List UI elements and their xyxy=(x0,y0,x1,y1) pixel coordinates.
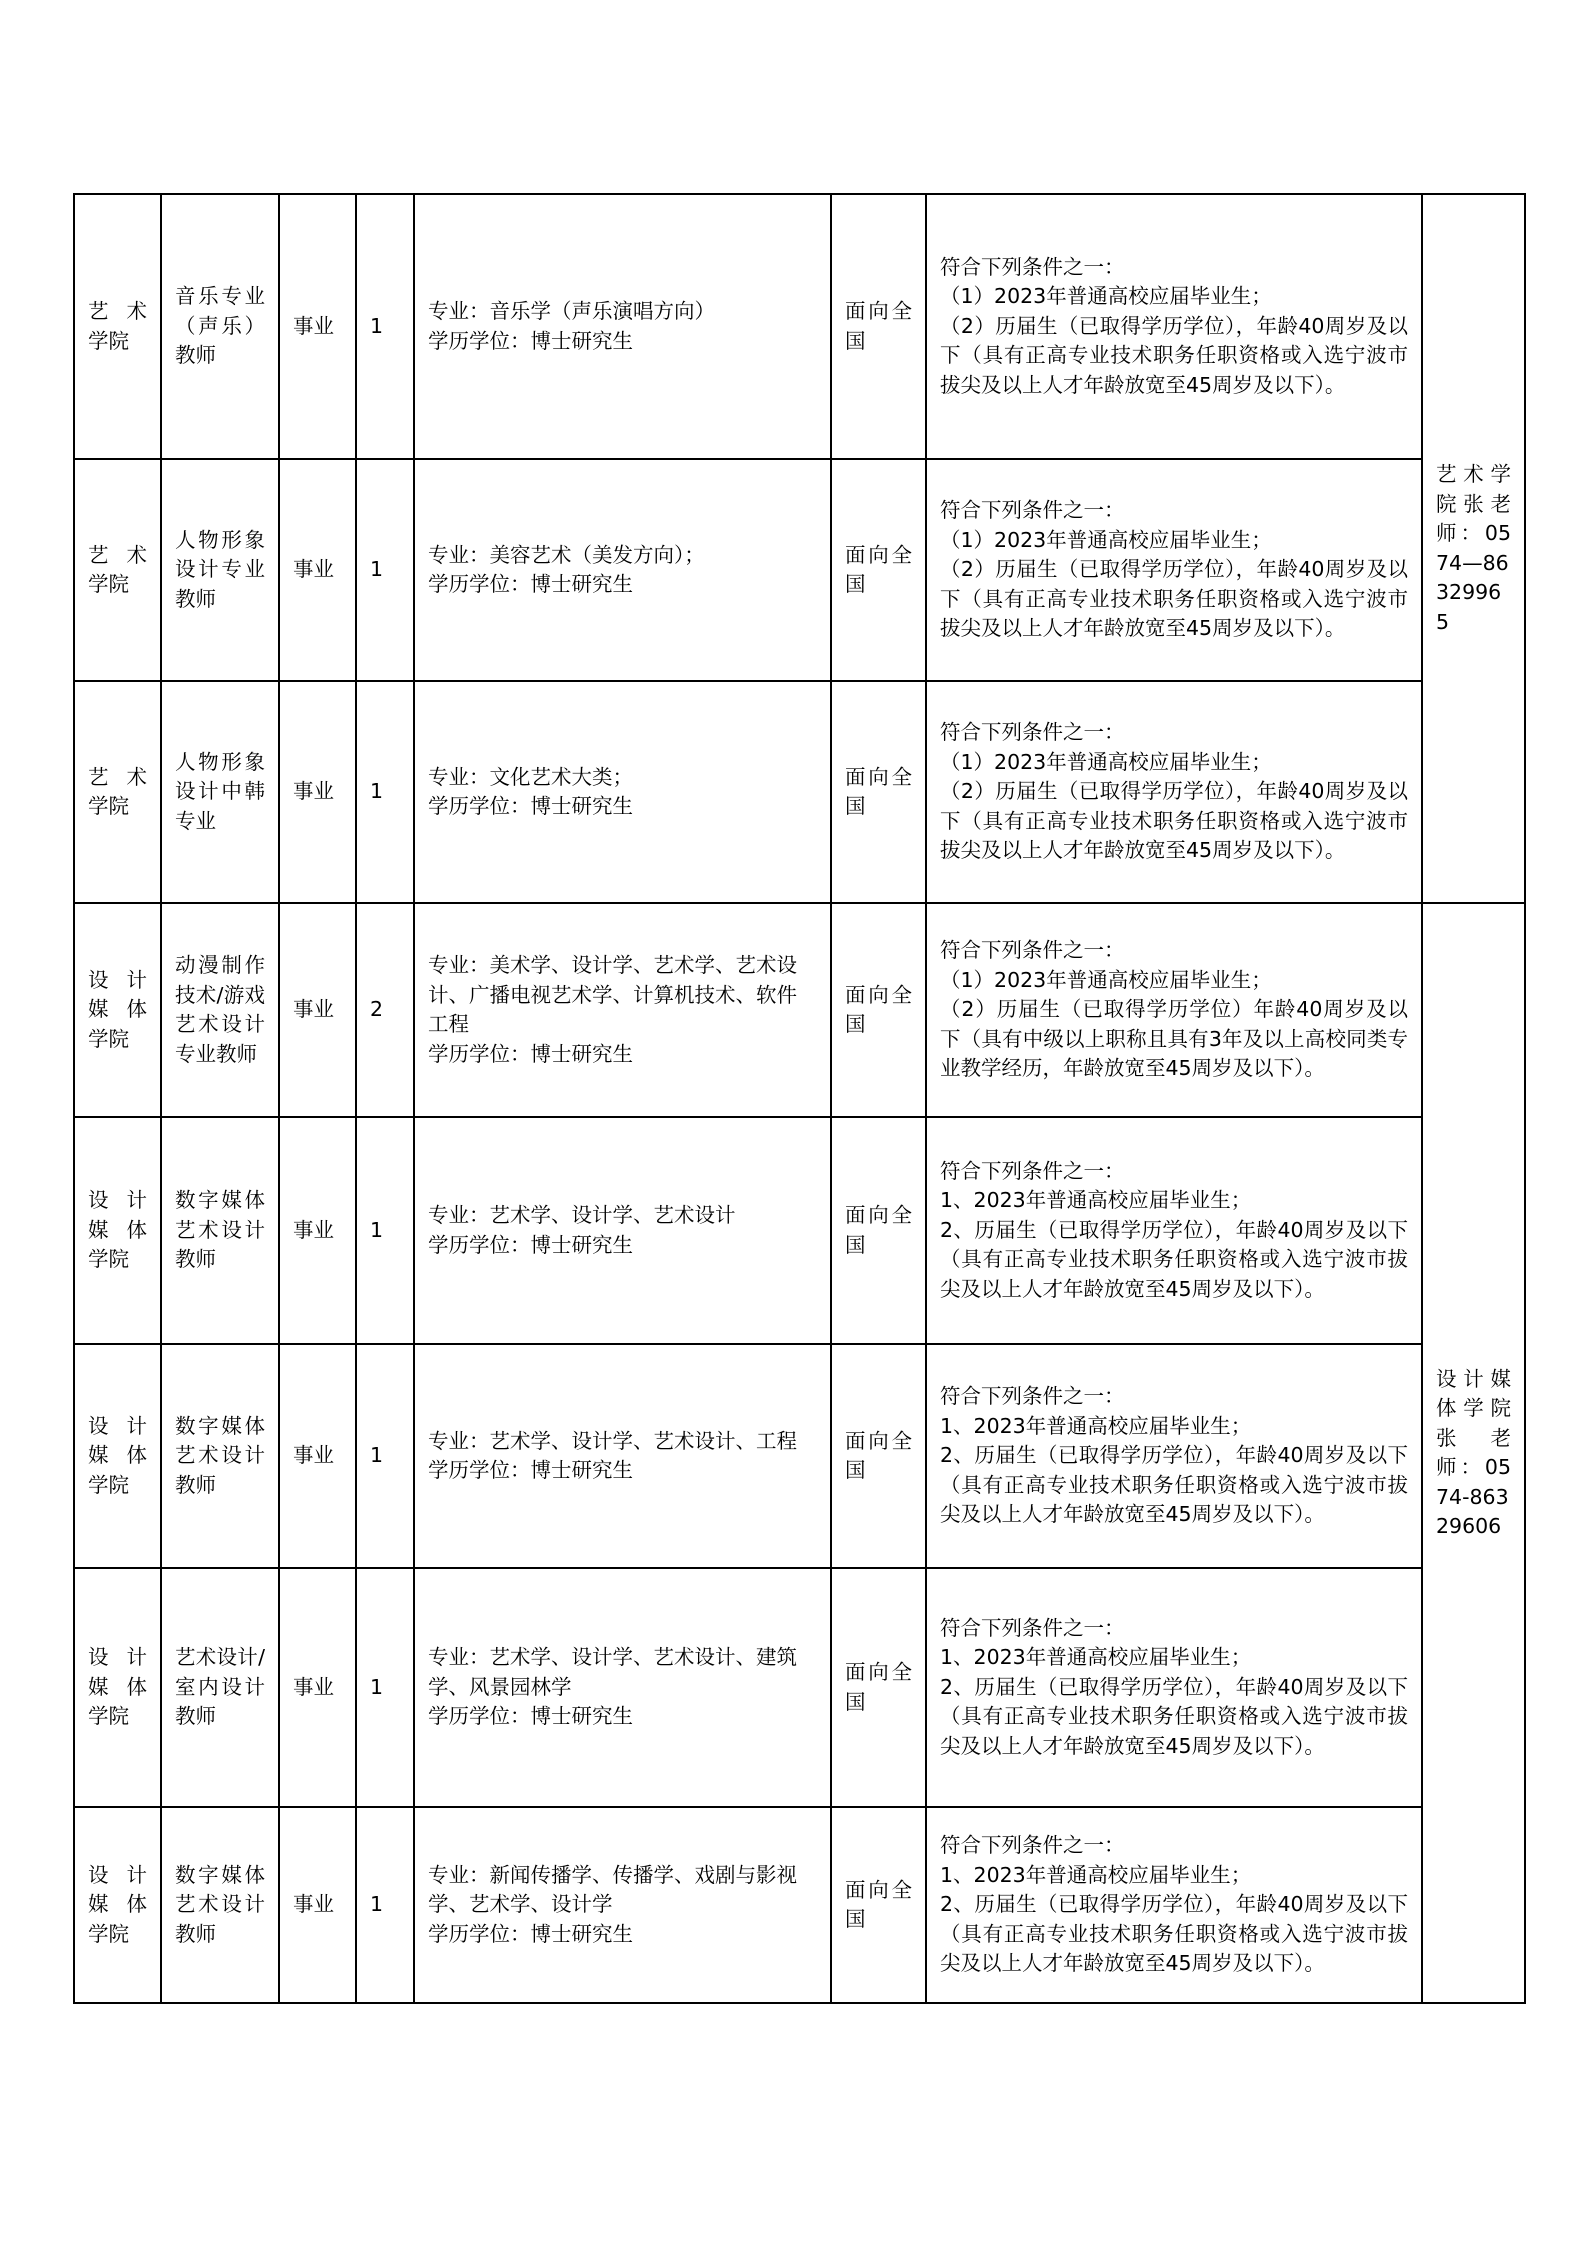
table-row xyxy=(74,903,1525,1117)
major-cell: 专业：新闻传播学、传播学、戏剧与影视学、艺术学、设计学 学历学位：博士研究生 xyxy=(414,1807,831,2003)
contact-cell: 艺术学院张老师：0574—86329965 xyxy=(1422,194,1525,903)
college-cell: 设计媒体学院 xyxy=(74,903,161,1117)
table-row xyxy=(74,1344,1525,1568)
post-cell: 艺术设计/室内设计教师 xyxy=(161,1568,279,1807)
requirements-cell: 符合下列条件之一： 1、2023年普通高校应届毕业生； 2、历届生（已取得学历学位），年龄40周岁及以下（具有正高专业技术职务任职资格或入选宁波市拔尖及以上人才年龄放宽至45周岁及以下）。 xyxy=(926,1568,1422,1807)
type-cell: 事业 xyxy=(279,1117,356,1344)
college-cell: 设计媒体学院 xyxy=(74,1568,161,1807)
recruitment-table xyxy=(73,193,1526,2004)
table-row xyxy=(74,1807,1525,2003)
college-cell: 艺术学院 xyxy=(74,194,161,459)
college-cell: 艺术学院 xyxy=(74,681,161,903)
requirements-cell: 符合下列条件之一： （1）2023年普通高校应届毕业生； （2）历届生（已取得学历学位）年龄40周岁及以下（具有中级以上职称且具有3年及以上高校同类专业教学经历，年龄放宽至45周岁及以下）。 xyxy=(926,903,1422,1117)
post-cell: 动漫制作技术/游戏艺术设计专业教师 xyxy=(161,903,279,1117)
count-cell: 1 xyxy=(356,1807,414,2003)
post-cell: 人物形象设计中韩专业 xyxy=(161,681,279,903)
requirements-cell: 符合下列条件之一： 1、2023年普通高校应届毕业生； 2、历届生（已取得学历学位），年龄40周岁及以下（具有正高专业技术职务任职资格或入选宁波市拔尖及以上人才年龄放宽至45周岁及以下）。 xyxy=(926,1344,1422,1568)
count-cell: 1 xyxy=(356,1568,414,1807)
post-cell: 数字媒体艺术设计教师 xyxy=(161,1807,279,2003)
post-cell: 人物形象设计专业教师 xyxy=(161,459,279,681)
scope-cell: 面向全国 xyxy=(831,681,926,903)
type-cell: 事业 xyxy=(279,1344,356,1568)
type-cell: 事业 xyxy=(279,903,356,1117)
scope-cell: 面向全国 xyxy=(831,1344,926,1568)
college-cell: 设计媒体学院 xyxy=(74,1117,161,1344)
major-cell: 专业：艺术学、设计学、艺术设计 学历学位：博士研究生 xyxy=(414,1117,831,1344)
count-cell: 1 xyxy=(356,681,414,903)
count-cell: 1 xyxy=(356,1344,414,1568)
table-row xyxy=(74,1117,1525,1344)
table-row xyxy=(74,194,1525,459)
major-cell: 专业：美容艺术（美发方向）； 学历学位：博士研究生 xyxy=(414,459,831,681)
type-cell: 事业 xyxy=(279,459,356,681)
major-cell: 专业：艺术学、设计学、艺术设计、工程 学历学位：博士研究生 xyxy=(414,1344,831,1568)
count-cell: 1 xyxy=(356,459,414,681)
post-cell: 音乐专业（声乐）教师 xyxy=(161,194,279,459)
post-cell: 数字媒体艺术设计教师 xyxy=(161,1344,279,1568)
table-row xyxy=(74,681,1525,903)
type-cell: 事业 xyxy=(279,194,356,459)
requirements-cell: 符合下列条件之一： （1）2023年普通高校应届毕业生； （2）历届生（已取得学历学位），年龄40周岁及以下（具有正高专业技术职务任职资格或入选宁波市拔尖及以上人才年龄放宽至45周岁及以下）。 xyxy=(926,194,1422,459)
type-cell: 事业 xyxy=(279,1807,356,2003)
scope-cell: 面向全国 xyxy=(831,903,926,1117)
college-cell: 艺术学院 xyxy=(74,459,161,681)
major-cell: 专业：艺术学、设计学、艺术设计、建筑学、风景园林学 学历学位：博士研究生 xyxy=(414,1568,831,1807)
requirements-cell: 符合下列条件之一： 1、2023年普通高校应届毕业生； 2、历届生（已取得学历学位），年龄40周岁及以下（具有正高专业技术职务任职资格或入选宁波市拔尖及以上人才年龄放宽至45周岁及以下）。 xyxy=(926,1117,1422,1344)
scope-cell: 面向全国 xyxy=(831,459,926,681)
requirements-cell: 符合下列条件之一： （1）2023年普通高校应届毕业生； （2）历届生（已取得学历学位），年龄40周岁及以下（具有正高专业技术职务任职资格或入选宁波市拔尖及以上人才年龄放宽至45周岁及以下）。 xyxy=(926,459,1422,681)
college-cell: 设计媒体学院 xyxy=(74,1807,161,2003)
post-cell: 数字媒体艺术设计教师 xyxy=(161,1117,279,1344)
major-cell: 专业：文化艺术大类； 学历学位：博士研究生 xyxy=(414,681,831,903)
count-cell: 1 xyxy=(356,194,414,459)
table-row xyxy=(74,1568,1525,1807)
college-cell: 设计媒体学院 xyxy=(74,1344,161,1568)
scope-cell: 面向全国 xyxy=(831,1807,926,2003)
requirements-cell: 符合下列条件之一： （1）2023年普通高校应届毕业生； （2）历届生（已取得学历学位），年龄40周岁及以下（具有正高专业技术职务任职资格或入选宁波市拔尖及以上人才年龄放宽至45周岁及以下）。 xyxy=(926,681,1422,903)
major-cell: 专业：美术学、设计学、艺术学、艺术设计、广播电视艺术学、计算机技术、软件工程 学历学位：博士研究生 xyxy=(414,903,831,1117)
scope-cell: 面向全国 xyxy=(831,194,926,459)
type-cell: 事业 xyxy=(279,1568,356,1807)
count-cell: 2 xyxy=(356,903,414,1117)
table-row xyxy=(74,459,1525,681)
scope-cell: 面向全国 xyxy=(831,1568,926,1807)
count-cell: 1 xyxy=(356,1117,414,1344)
type-cell: 事业 xyxy=(279,681,356,903)
requirements-cell: 符合下列条件之一： 1、2023年普通高校应届毕业生； 2、历届生（已取得学历学位），年龄40周岁及以下（具有正高专业技术职务任职资格或入选宁波市拔尖及以上人才年龄放宽至45周岁及以下）。 xyxy=(926,1807,1422,2003)
scope-cell: 面向全国 xyxy=(831,1117,926,1344)
contact-cell: 设计媒体学院张老师：0574-86329606 xyxy=(1422,903,1525,2003)
major-cell: 专业：音乐学（声乐演唱方向） 学历学位：博士研究生 xyxy=(414,194,831,459)
